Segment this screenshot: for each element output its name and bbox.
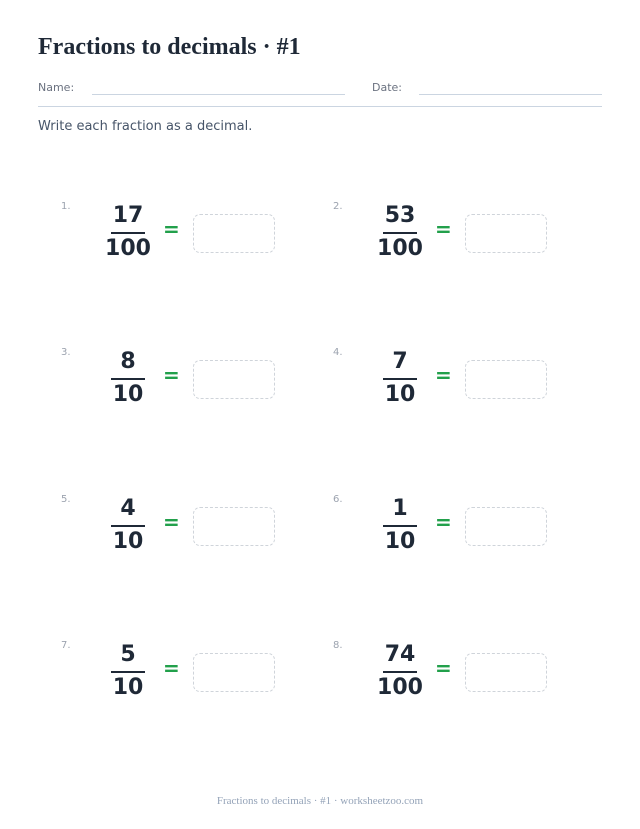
fraction xyxy=(375,347,425,409)
fraction-bar xyxy=(111,671,145,673)
fraction-bar xyxy=(111,378,145,380)
header-divider xyxy=(38,106,602,107)
denominator: 10 xyxy=(112,382,144,407)
denominator: 10 xyxy=(112,529,144,554)
fraction xyxy=(375,640,425,702)
denominator: 10 xyxy=(384,382,416,407)
problem-number: 1. xyxy=(61,201,71,212)
equals-sign: = xyxy=(163,217,180,241)
answer-box[interactable] xyxy=(193,653,275,692)
numerator: 53 xyxy=(384,203,416,228)
fraction xyxy=(103,494,153,556)
fraction xyxy=(103,640,153,702)
numerator: 8 xyxy=(120,349,136,374)
problem-number: 7. xyxy=(61,640,71,651)
name-line[interactable] xyxy=(92,94,345,95)
problem-7 xyxy=(61,640,333,720)
numerator: 4 xyxy=(120,496,136,521)
answer-box[interactable] xyxy=(465,507,547,546)
numerator: 17 xyxy=(112,203,144,228)
answer-box[interactable] xyxy=(465,653,547,692)
answer-box[interactable] xyxy=(465,360,547,399)
fraction-bar xyxy=(383,525,417,527)
denominator: 100 xyxy=(377,236,423,261)
denominator: 10 xyxy=(384,529,416,554)
problem-number: 3. xyxy=(61,347,71,358)
numerator: 1 xyxy=(392,496,408,521)
problem-number: 5. xyxy=(61,494,71,505)
problem-number: 8. xyxy=(333,640,343,651)
instructions: Write each fraction as a decimal. xyxy=(38,119,253,134)
answer-box[interactable] xyxy=(465,214,547,253)
name-label: Name: xyxy=(38,81,75,94)
problem-5 xyxy=(61,494,333,574)
problem-6 xyxy=(333,494,605,574)
problem-4 xyxy=(333,347,605,427)
fraction-bar xyxy=(111,232,145,234)
problem-3 xyxy=(61,347,333,427)
problem-number: 6. xyxy=(333,494,343,505)
numerator: 74 xyxy=(384,642,416,667)
problem-2 xyxy=(333,201,605,281)
fraction xyxy=(375,201,425,263)
worksheet-title: Fractions to decimals · #1 xyxy=(38,34,301,60)
numerator: 7 xyxy=(392,349,408,374)
denominator: 100 xyxy=(105,236,151,261)
numerator: 5 xyxy=(120,642,136,667)
problem-number: 2. xyxy=(333,201,343,212)
footer: Fractions to decimals · #1 · worksheetzoo.com xyxy=(216,795,424,807)
equals-sign: = xyxy=(163,363,180,387)
denominator: 100 xyxy=(377,675,423,700)
equals-sign: = xyxy=(163,510,180,534)
denominator: 10 xyxy=(112,675,144,700)
fraction-bar xyxy=(383,232,417,234)
answer-box[interactable] xyxy=(193,214,275,253)
date-label: Date: xyxy=(372,81,402,94)
fraction-bar xyxy=(383,378,417,380)
equals-sign: = xyxy=(435,510,452,534)
answer-box[interactable] xyxy=(193,507,275,546)
fraction-bar xyxy=(383,671,417,673)
date-line[interactable] xyxy=(419,94,602,95)
equals-sign: = xyxy=(435,363,452,387)
fraction-bar xyxy=(111,525,145,527)
answer-box[interactable] xyxy=(193,360,275,399)
problem-8 xyxy=(333,640,605,720)
problem-1 xyxy=(61,201,333,281)
problem-number: 4. xyxy=(333,347,343,358)
equals-sign: = xyxy=(163,656,180,680)
fraction xyxy=(375,494,425,556)
equals-sign: = xyxy=(435,217,452,241)
fraction xyxy=(103,201,153,263)
fraction xyxy=(103,347,153,409)
equals-sign: = xyxy=(435,656,452,680)
